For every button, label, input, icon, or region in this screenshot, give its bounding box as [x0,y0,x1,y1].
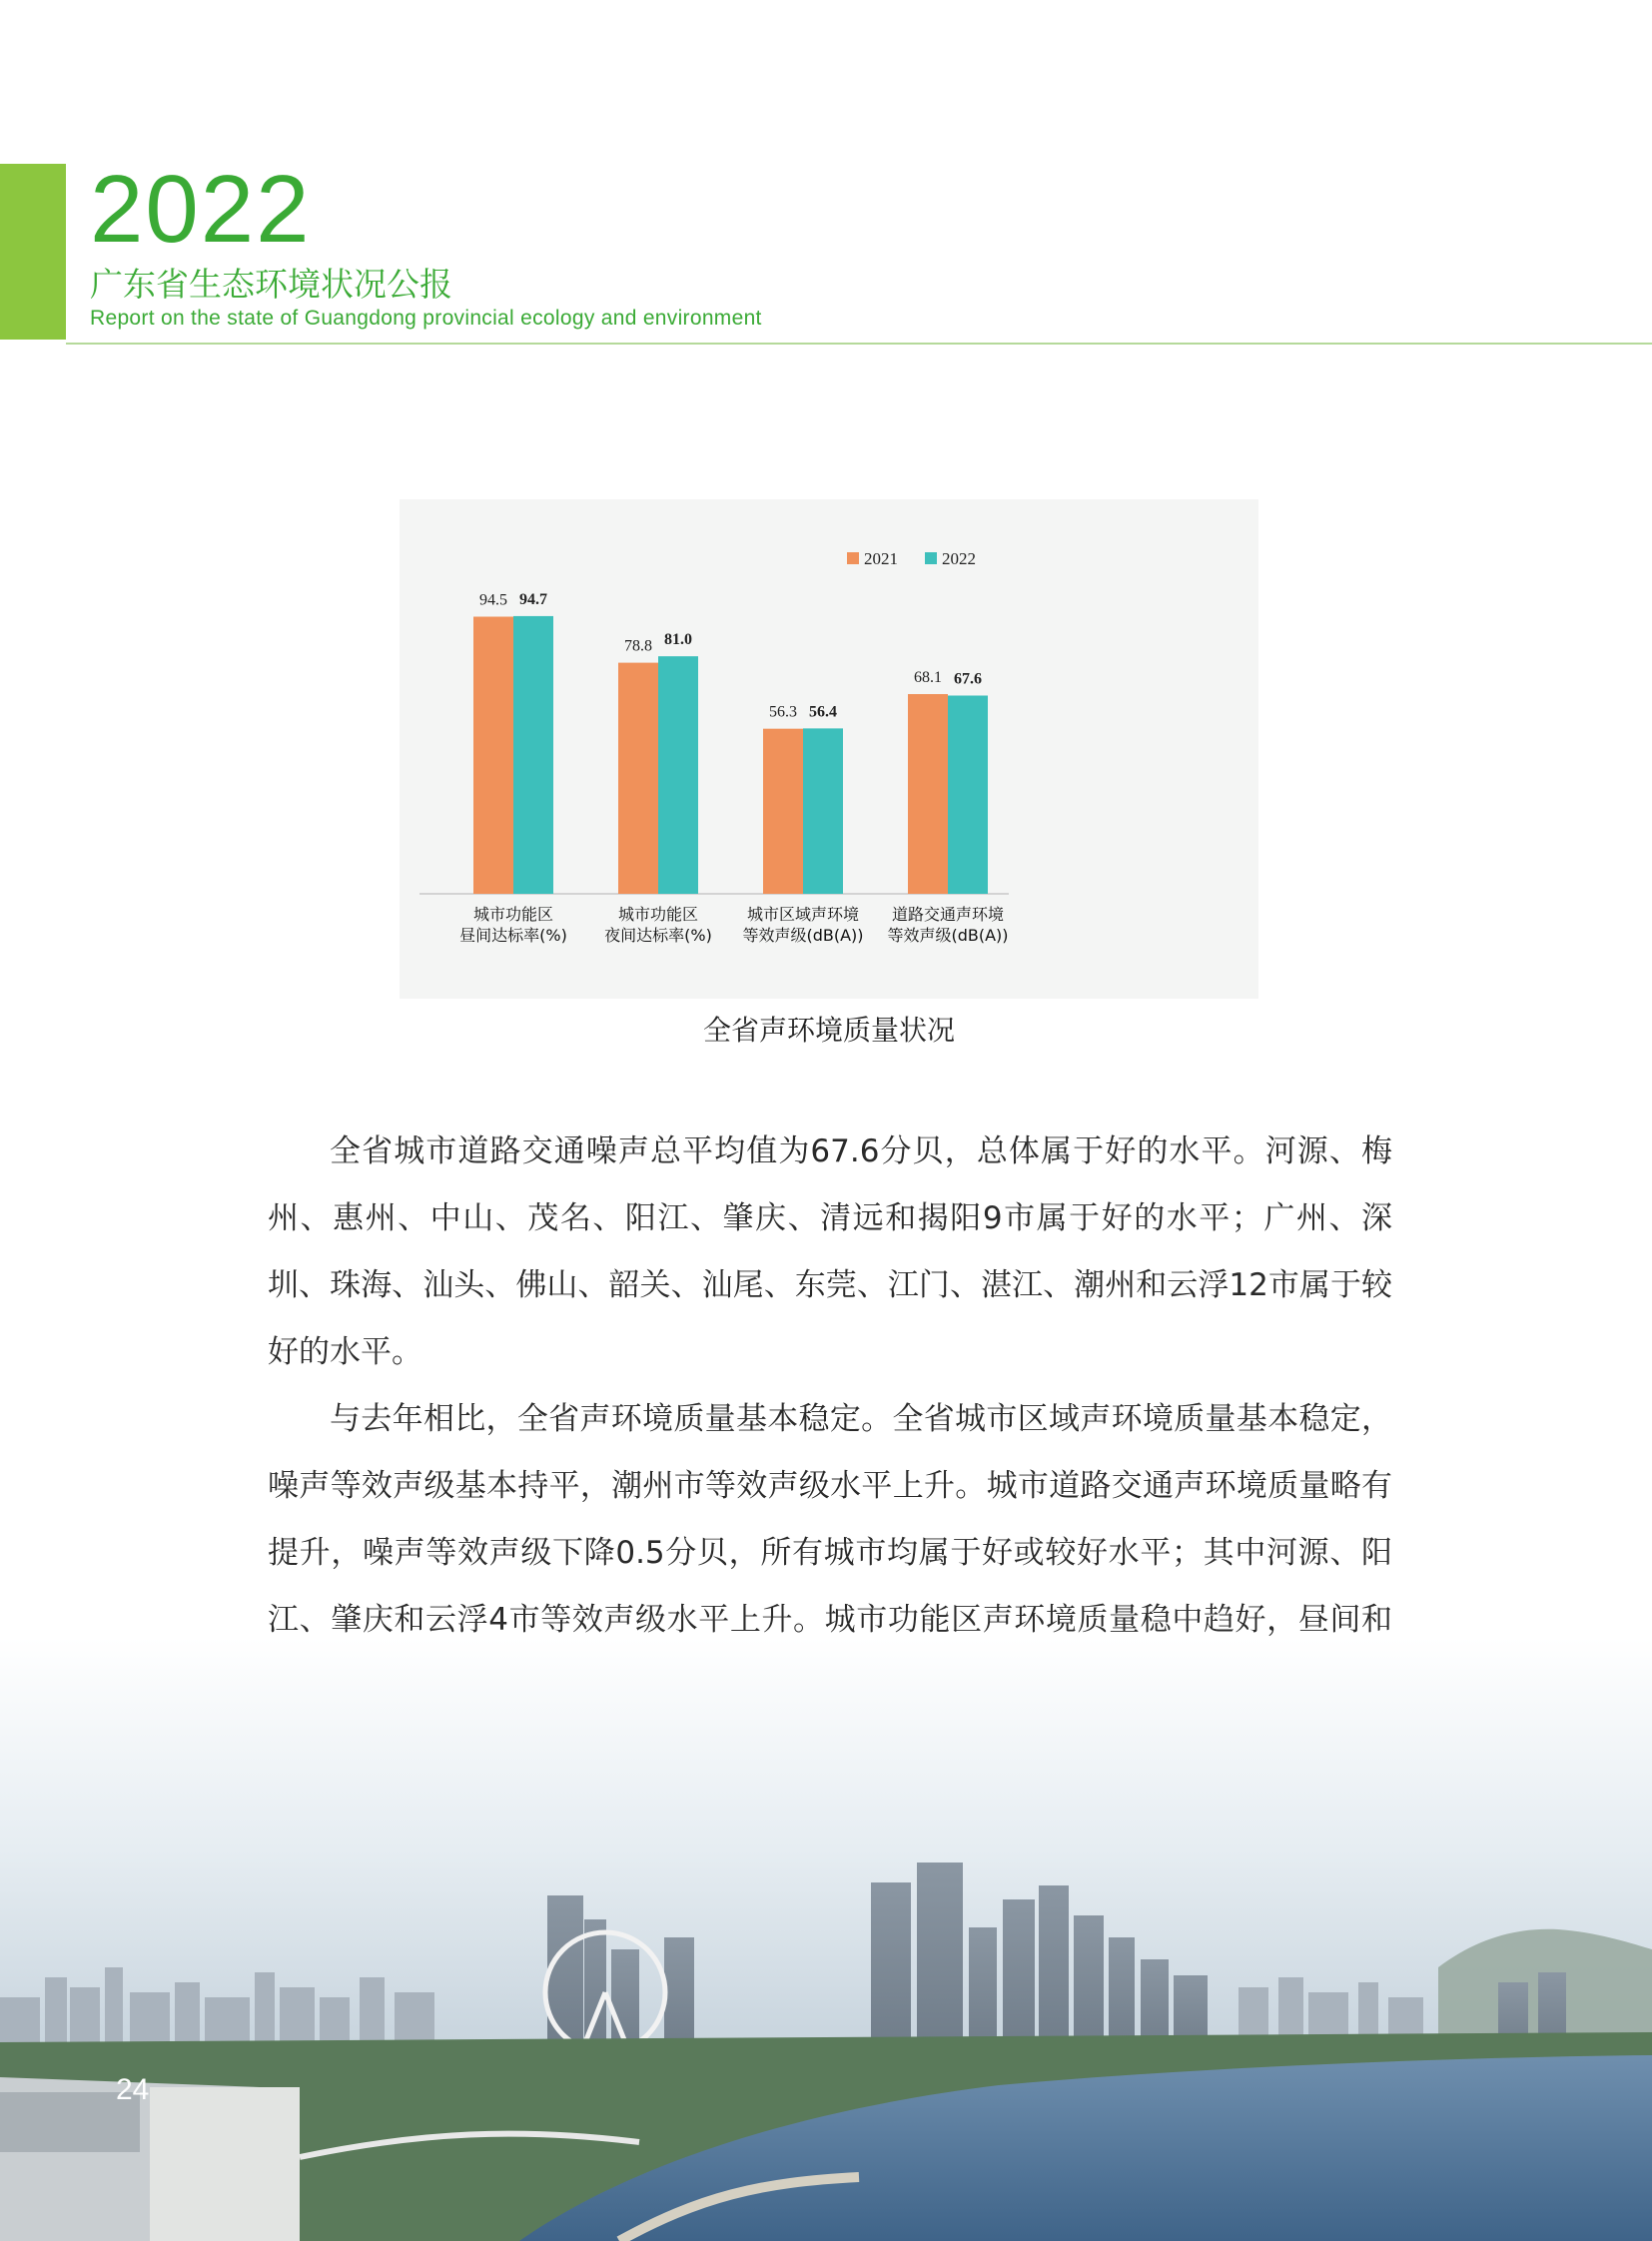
data-label-2022-4: 67.6 [954,670,982,688]
paragraph-2: 与去年相比，全省声环境质量基本稳定。全省城市区域声环境质量基本稳定，噪声等效声级基本持平，潮州市等效声级水平上升。城市道路交通声环境质量略有提升，噪声等效声级下降0.5分贝，所有城市均属于好或较好水平；其中河源、阳江、肇庆和云浮4市等效声级水平上升。城市功能区声环境质量稳中趋好，昼间和 [268,1401,1392,1638]
page-number: 24 [116,2073,150,2106]
report-title-en: Report on the state of Guangdong provincial ecology and environment [90,307,762,330]
bar-2021-4 [908,694,948,894]
data-label-2021-1: 94.5 [479,591,507,609]
category-label-4-line-2: 等效声级(dB(A)) [887,926,1009,945]
report-title-cn: 广东省生态环境状况公报 [90,265,452,304]
chart-caption: 全省声环境质量状况 [702,1014,955,1047]
category-label-1-line-2: 昼间达标率(%) [459,926,567,945]
category-label-4-line-1: 道路交通声环境 [891,905,1005,924]
category-label-2-line-2: 夜间达标率(%) [604,926,712,945]
noise-bar-chart [400,499,1258,999]
category-label-2-line-1: 城市功能区 [617,905,699,924]
header-divider [66,343,1652,345]
bar-2022-3 [803,728,843,894]
legend-label-2022: 2022 [942,549,976,568]
bar-2022-4 [948,696,988,894]
data-label-2021-4: 68.1 [914,669,942,687]
data-label-2021-3: 56.3 [769,703,797,721]
noise-chart-panel [400,499,1258,999]
legend-swatch-2021 [847,552,859,564]
bar-2021-1 [473,617,513,894]
category-label-3-line-2: 等效声级(dB(A)) [742,926,864,945]
category-label-3-line-1: 城市区域声环境 [746,905,860,924]
category-label-1-line-1: 城市功能区 [472,905,554,924]
data-label-2021-2: 78.8 [624,637,652,655]
bar-2022-2 [658,656,698,894]
report-year: 2022 [90,156,312,263]
bar-2021-2 [618,663,658,894]
legend-swatch-2022 [925,552,937,564]
data-label-2022-1: 94.7 [519,590,547,608]
city-skyline-photo [0,1638,1652,2241]
header-accent-bar [0,164,66,340]
data-label-2022-2: 81.0 [664,631,692,649]
paragraph-1: 全省城市道路交通噪声总平均值为67.6分贝，总体属于好的水平。河源、梅州、惠州、中山、茂名、阳江、肇庆、清远和揭阳9市属于好的水平；广州、深圳、珠海、汕头、佛山、韶关、汕尾、东莞、江门、湛江、潮州和云浮12市属于较好的水平。 [268,1133,1392,1370]
data-label-2022-3: 56.4 [809,703,837,721]
bar-2021-3 [763,729,803,894]
legend-label-2021: 2021 [864,549,898,568]
bar-2022-1 [513,616,553,894]
